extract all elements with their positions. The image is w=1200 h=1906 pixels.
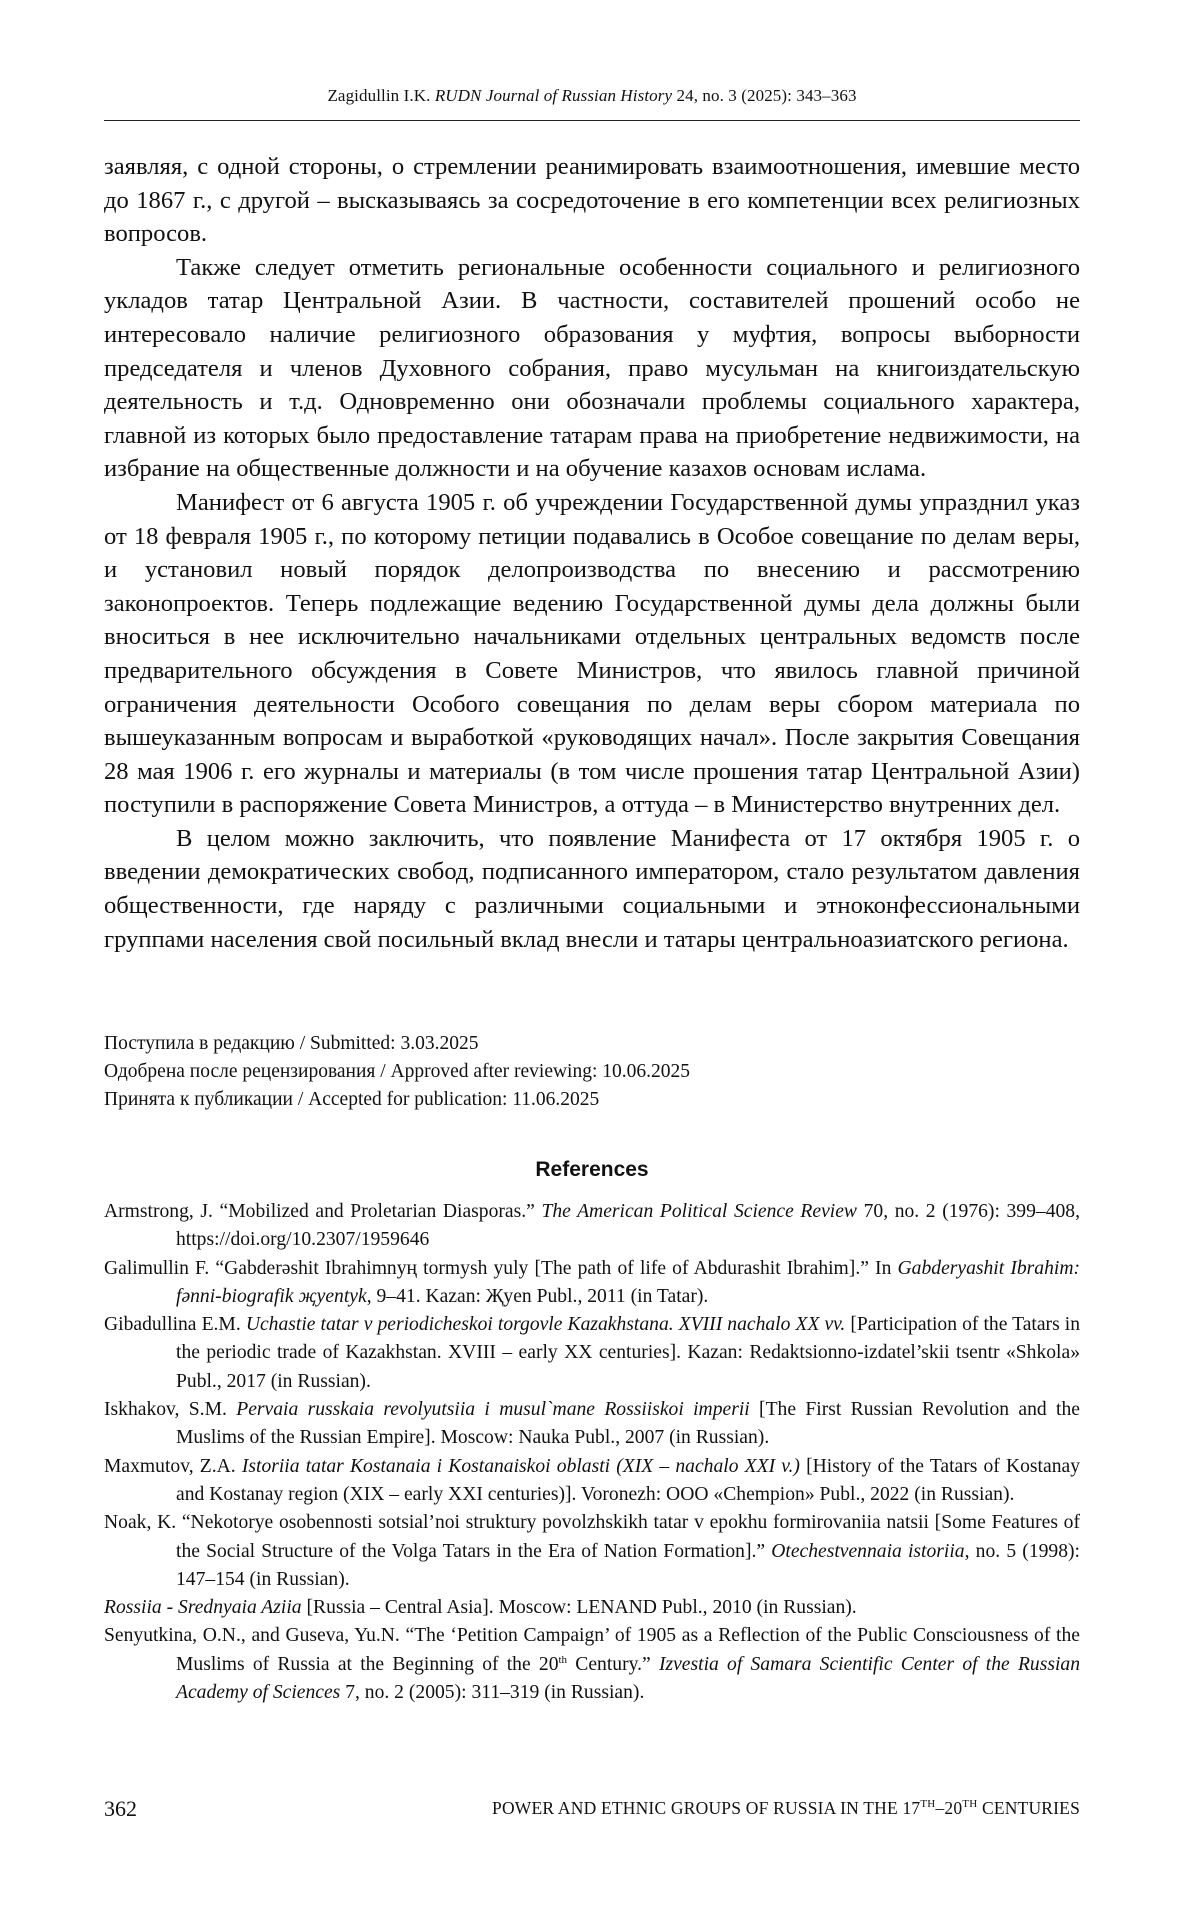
approved-date: Одобрена после рецензирования / Approved after reviewing: 10.06.2025 [104,1061,691,1083]
paragraph: Также следует отметить региональные особенности социального и религиозного укладов татар Центральной Азии. В частности, составителей прошений особо не интересовало наличие религиозного образования у муфтия, вопросы выборности председателя и членов Духовного собрания, право мусульман на книгоиздательскую деятельность и т.д. Одновременно они обозначали проблемы социального характера, главной из которых было предоставление татарам права на приобретение недвижимости, на избрание на общественные должности и на обучение казахов основам ислама. [104,253,1080,483]
running-title-text: CENTURIES [977,1798,1080,1818]
reference-item [104,1255,1080,1312]
reference-item [104,1622,1080,1707]
reference-item [104,1509,1080,1594]
reference-title: Izvestia of Samara Scientific Center of the Russian Academy of Sciences [176,1653,1080,1704]
running-title-text: –20 [935,1798,963,1818]
superscript: TH [920,1798,936,1810]
reference-text: Armstrong, J. “Mobilized and Proletarian Diasporas.” [104,1201,542,1222]
reference-title: Rossiia - Srednyaia Aziia [104,1597,302,1619]
reference-title: Pervaia russkaia revolyutsiia i musul`mane Rossiiskoi imperii [236,1399,750,1421]
running-title [492,1798,1080,1819]
reference-text: 70, no. 2 (1976): 399–408, https://doi.org/10.2307/1959646 [176,1201,1080,1251]
reference-title: Gabderyashit Ibrahim: fənni-biografik җyentyk [176,1257,1080,1307]
reference-title: Istoriia tatar Kostanaia i Kostanaiskoi oblasti (XIX – nachalo XXI v.) [241,1455,800,1477]
page-number: 362 [104,1796,137,1821]
publication-dates [104,1030,1080,1115]
running-header [104,86,1080,106]
superscript: TH [962,1798,978,1810]
reference-text: Iskhakov, S.M. [104,1399,237,1421]
reference-text: , no. 5 (1998): 147–154 (in Russian). [176,1540,1080,1590]
reference-text: [Russia – Central Asia]. Moscow: LENAND Publ., 2010 (in Russian). [301,1597,857,1619]
reference-text: [History of the Tatars of Kostanay and Kostanay region (XIX – early XXI centuries)]. Voronezh: OOO «Chempion» Publ., 2022 (in Russian). [176,1455,1080,1505]
reference-text: , 9–41. Kazan: Җyen Publ., 2011 (in Tatar). [366,1285,709,1307]
header-divider [104,120,1080,121]
paragraph: заявляя, с одной стороны, о стремлении реанимировать взаимоотношения, имевшие место до 1867 г., с другой – высказываясь за сосредоточение в его компетенции всех религиозных вопросов. [104,153,1080,248]
reference-text: Century.” [567,1653,659,1675]
reference-text: Maxmutov, Z.A. [104,1455,242,1477]
reference-title: The American Political Science Review [541,1201,857,1222]
reference-text: Gibadullina E.M. [104,1314,246,1336]
running-title-text: POWER AND ETHNIC GROUPS OF RUSSIA IN THE 17 [492,1798,921,1818]
reference-text: Galimullin F. “Gabderəshit Ibrahimnyң tormysh yuly [The path of life of Abdurashit Ibrahim].” In [104,1257,898,1279]
reference-title: Otechestvennaia istoriia [771,1540,965,1562]
reference-item [104,1396,1080,1453]
reference-title: Uchastie tatar v periodicheskoi torgovle Kazakhstana. XVIII nachalo XX vv. [245,1314,846,1336]
body-text [104,150,1080,956]
references-heading: References [535,1158,649,1181]
reference-item [104,1311,1080,1396]
header-journal: RUDN Journal of Russian History [434,86,673,105]
reference-text: 7, no. 2 (2005): 311–319 (in Russian). [340,1682,645,1704]
header-authors: Zagidullin I.K. [327,86,431,105]
references-list [104,1198,1080,1707]
reference-text: Noak, K. “Nekotorye osobennosti sotsial’noi struktury povolzhskikh tatar v epokhu formirovaniia natsii [Some Features of the Social Structure of the Volga Tatars in the Era of Nation Formation].” [104,1512,1080,1562]
reference-text: [Participation of the Tatars in the periodic trade of Kazakhstan. XVIII – early XX centuries]. Kazan: Redaktsionno-izdatel’skii tsentr «Shkola» Publ., 2017 (in Russian). [176,1314,1080,1392]
header-issue: 24, no. 3 (2025): 343–363 [676,86,857,105]
reference-text: Senyutkina, O.N., and Guseva, Yu.N. “The ‘Petition Campaign’ of 1905 as a Reflection of the Public Consciousness of the Muslims of Russia at the Beginning of the 20 [104,1625,1080,1675]
superscript: th [558,1653,568,1666]
accepted-date: Принята к публикации / Accepted for publication: 11.06.2025 [104,1089,600,1111]
submitted-date: Поступила в редакцию / Submitted: 3.03.2025 [104,1033,479,1054]
reference-item [104,1453,1080,1510]
reference-item [104,1198,1080,1255]
paragraph: В целом можно заключить, что появление Манифеста от 17 октября 1905 г. о введении демократических свобод, подписанного императором, стало результатом давления общественности, где наряду с различными социальными и этноконфессиональными группами населения свой посильный вклад внесли и татары центральноазиатского региона. [104,824,1080,953]
reference-item [104,1594,1080,1622]
paragraph: Манифест от 6 августа 1905 г. об учреждении Государственной думы упразднил указ от 18 февраля 1905 г., по которому петиции подавались в Особое совещание по делам веры, и установил новый порядок делопроизводства по внесению и рассмотрению законопроектов. Теперь подлежащие ведению Государственной думы дела должны были вноситься в нее исключительно начальниками отдельных центральных ведомств после предварительного обсуждения в Совете Министров, что явилось главной причиной ограничения деятельности Особого совещания по делам веры сбором материала по вышеуказанным вопросам и выработкой «руководящих начал». После закрытия Совещания 28 мая 1906 г. его журналы и материалы (в том числе прошения татар Центральной Азии) поступили в распоряжение Совета Министров, а оттуда – в Министерство внутренних дел. [104,488,1080,819]
reference-text: [The First Russian Revolution and the Muslims of the Russian Empire]. Moscow: Nauka Publ., 2007 (in Russian). [176,1399,1080,1449]
